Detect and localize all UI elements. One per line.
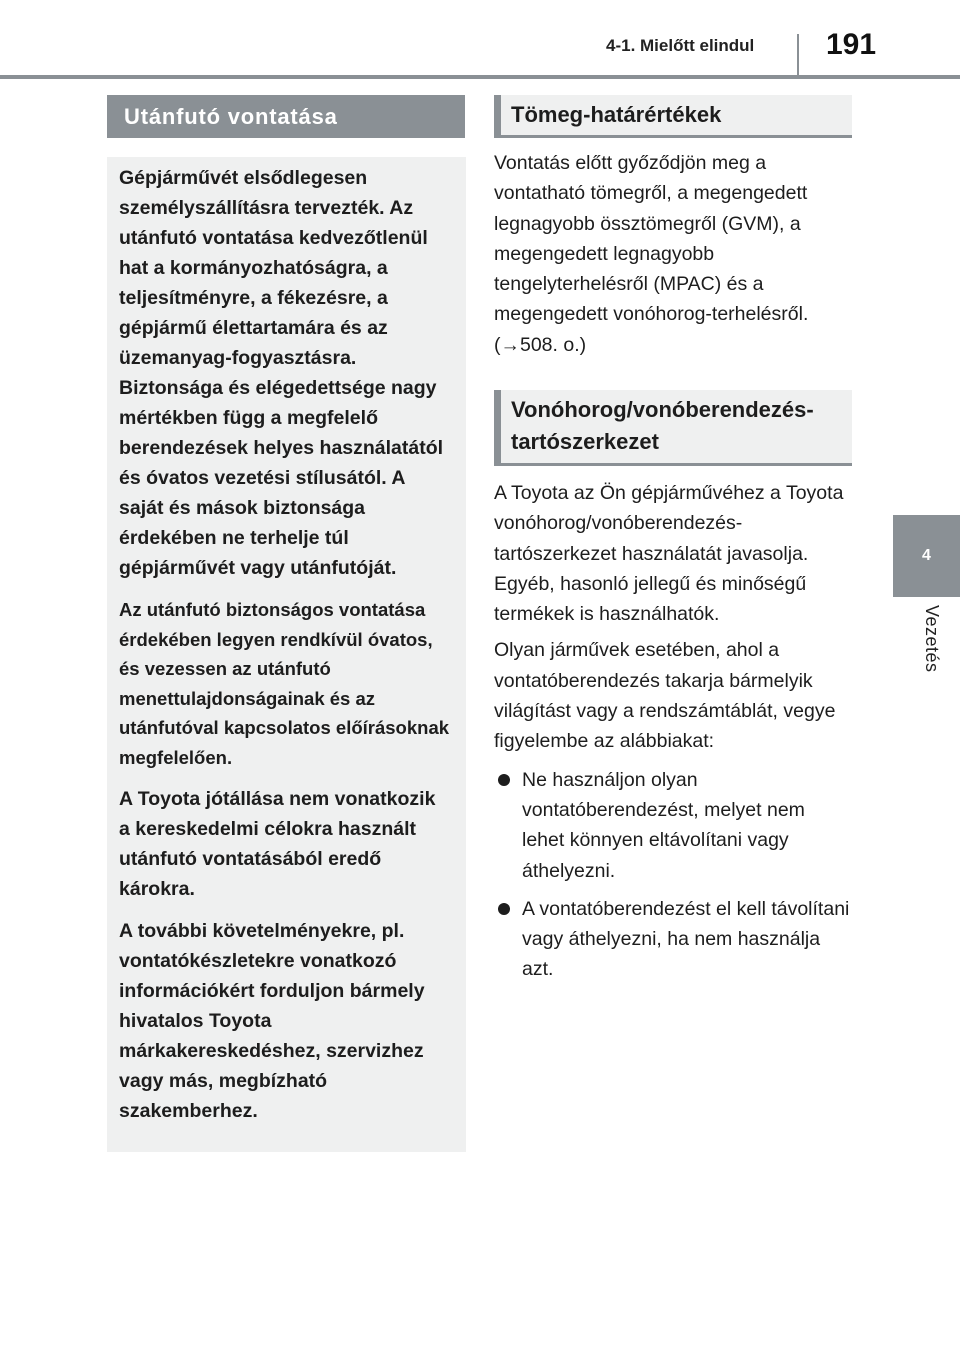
section-text: Vontatás előtt győződjön meg a vontatható tömegről, a megengedett legnagyobb össztömegről (GVM), a megengedett legnagyobb tengelyterhelésről (MPAC) és a megengedett vonóhorog-terhelésről. (→508. o.) xyxy=(494,152,809,356)
page-number: 191 xyxy=(826,28,877,61)
box-paragraph: Az utánfutó biztonságos vontatása érdekében legyen rendkívül óvatos, és vezessen az utánfutó menettulajdonságainak és az utánfutóval kapcsolatos előírásoknak megfelelően. xyxy=(119,599,450,768)
info-box xyxy=(107,157,466,1152)
header-rule xyxy=(0,75,960,79)
section-weight-limits xyxy=(494,95,852,360)
section-heading: Tömeg-határértékek xyxy=(494,95,852,138)
box-paragraph: Gépjárművét elsődlegesen személyszállításra tervezték. Az utánfutó vontatása kedvezőtlenül hat a kormányozhatóságra, a teljesítményre, a fékezésre, a gépjármű élettartamára és az üzemanyag-fogyasztásra. Biztonsága és elégedettsége nagy mértékben függ a megfelelő berendezések helyes használatától és óvatos vezetési stílusától. A saját és mások biztonsága érdekében ne terhelje túl gépjárművét vagy utánfutóját. xyxy=(119,167,444,579)
bullet-icon xyxy=(498,774,510,786)
section-title: 4-1. Mielőtt elindul xyxy=(606,36,755,55)
section-hitch xyxy=(494,390,852,985)
bullet-text: A vontatóberendezést el kell távolítani vagy áthelyezni, ha nem használja azt. xyxy=(522,897,850,981)
left-heading: Utánfutó vontatása xyxy=(107,95,465,138)
section-heading: Vonóhorog/vonóberendezés-tartószerkezet xyxy=(494,390,852,466)
box-paragraph: A Toyota jótállása nem vonatkozik a kereskedelmi célokra használt utánfutó vontatásából eredő károkra. xyxy=(119,788,436,900)
chapter-tab: 4 xyxy=(893,515,960,597)
box-paragraph: A további követelményekre, pl. vontatókészletekre vonatkozó információkért forduljon bármely hivatalos Toyota márkakereskedéshez, szervizhez vagy más, megbízható szakemberhez. xyxy=(119,920,425,1122)
bullet-item xyxy=(494,894,852,985)
section-paragraph: Olyan járművek esetében, ahol a vontatóberendezés takarja bármelyik világítást vagy a rendszámtáblát, vegye figyelembe az alábbiakat: xyxy=(494,639,836,753)
bullet-icon xyxy=(498,903,510,915)
section-paragraph: A Toyota az Ön gépjárművéhez a Toyota vonóhorog/vonóberendezés-tartószerkezet használatát javasolja. Egyéb, hasonló jellegű és minőségű termékek is használhatók. xyxy=(494,482,844,626)
bullet-text: Ne használjon olyan vontatóberendezést, melyet nem lehet könnyen eltávolítani vagy áthelyezni. xyxy=(522,768,805,882)
chapter-title: Vezetés xyxy=(922,605,942,673)
header-divider xyxy=(797,34,799,75)
bullet-item xyxy=(494,765,852,886)
